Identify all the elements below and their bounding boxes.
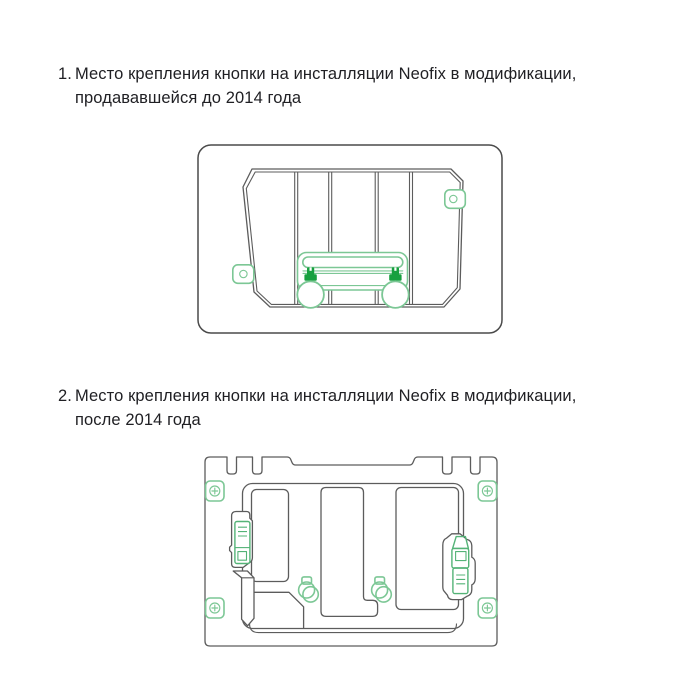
instruction-1-number: 1. xyxy=(58,65,72,83)
corner-screw-bottom-right xyxy=(478,598,496,618)
side-latch-left xyxy=(230,512,253,568)
instruction-2-line-2: после 2014 года xyxy=(75,411,201,429)
instruction-2-number: 2. xyxy=(58,387,72,405)
instruction-2-line-1: Место крепления кнопки на инсталляции Neofix в модификации, xyxy=(75,387,577,405)
fixing-tab-right xyxy=(445,190,466,209)
figure-installation-pre-2014 xyxy=(198,145,502,333)
fixing-tab-left xyxy=(233,265,254,284)
mount-ring-right xyxy=(372,577,392,602)
corner-screw-top-left xyxy=(206,481,224,501)
button-mount-assembly-old xyxy=(297,253,408,308)
compartment-middle xyxy=(321,488,378,617)
corner-screw-bottom-left xyxy=(206,598,224,618)
instruction-1-line-2: продававшейся до 2014 года xyxy=(75,89,302,107)
inner-panel xyxy=(243,484,464,629)
shelf-edge xyxy=(254,592,304,628)
bracket-blade xyxy=(233,571,254,626)
compartment-left xyxy=(252,490,289,582)
corner-screw-top-right xyxy=(478,481,496,501)
latch-bracket xyxy=(443,534,475,600)
mount-ring-left xyxy=(299,577,319,602)
latch-bracket xyxy=(230,512,253,568)
mount-wheel-left xyxy=(297,281,324,308)
instruction-1-line-1: Место крепления кнопки на инсталляции Neofix в модификации, xyxy=(75,65,577,83)
mount-wheel-right xyxy=(382,281,409,308)
figure-installation-post-2014 xyxy=(205,457,497,646)
side-latch-right xyxy=(443,534,475,600)
